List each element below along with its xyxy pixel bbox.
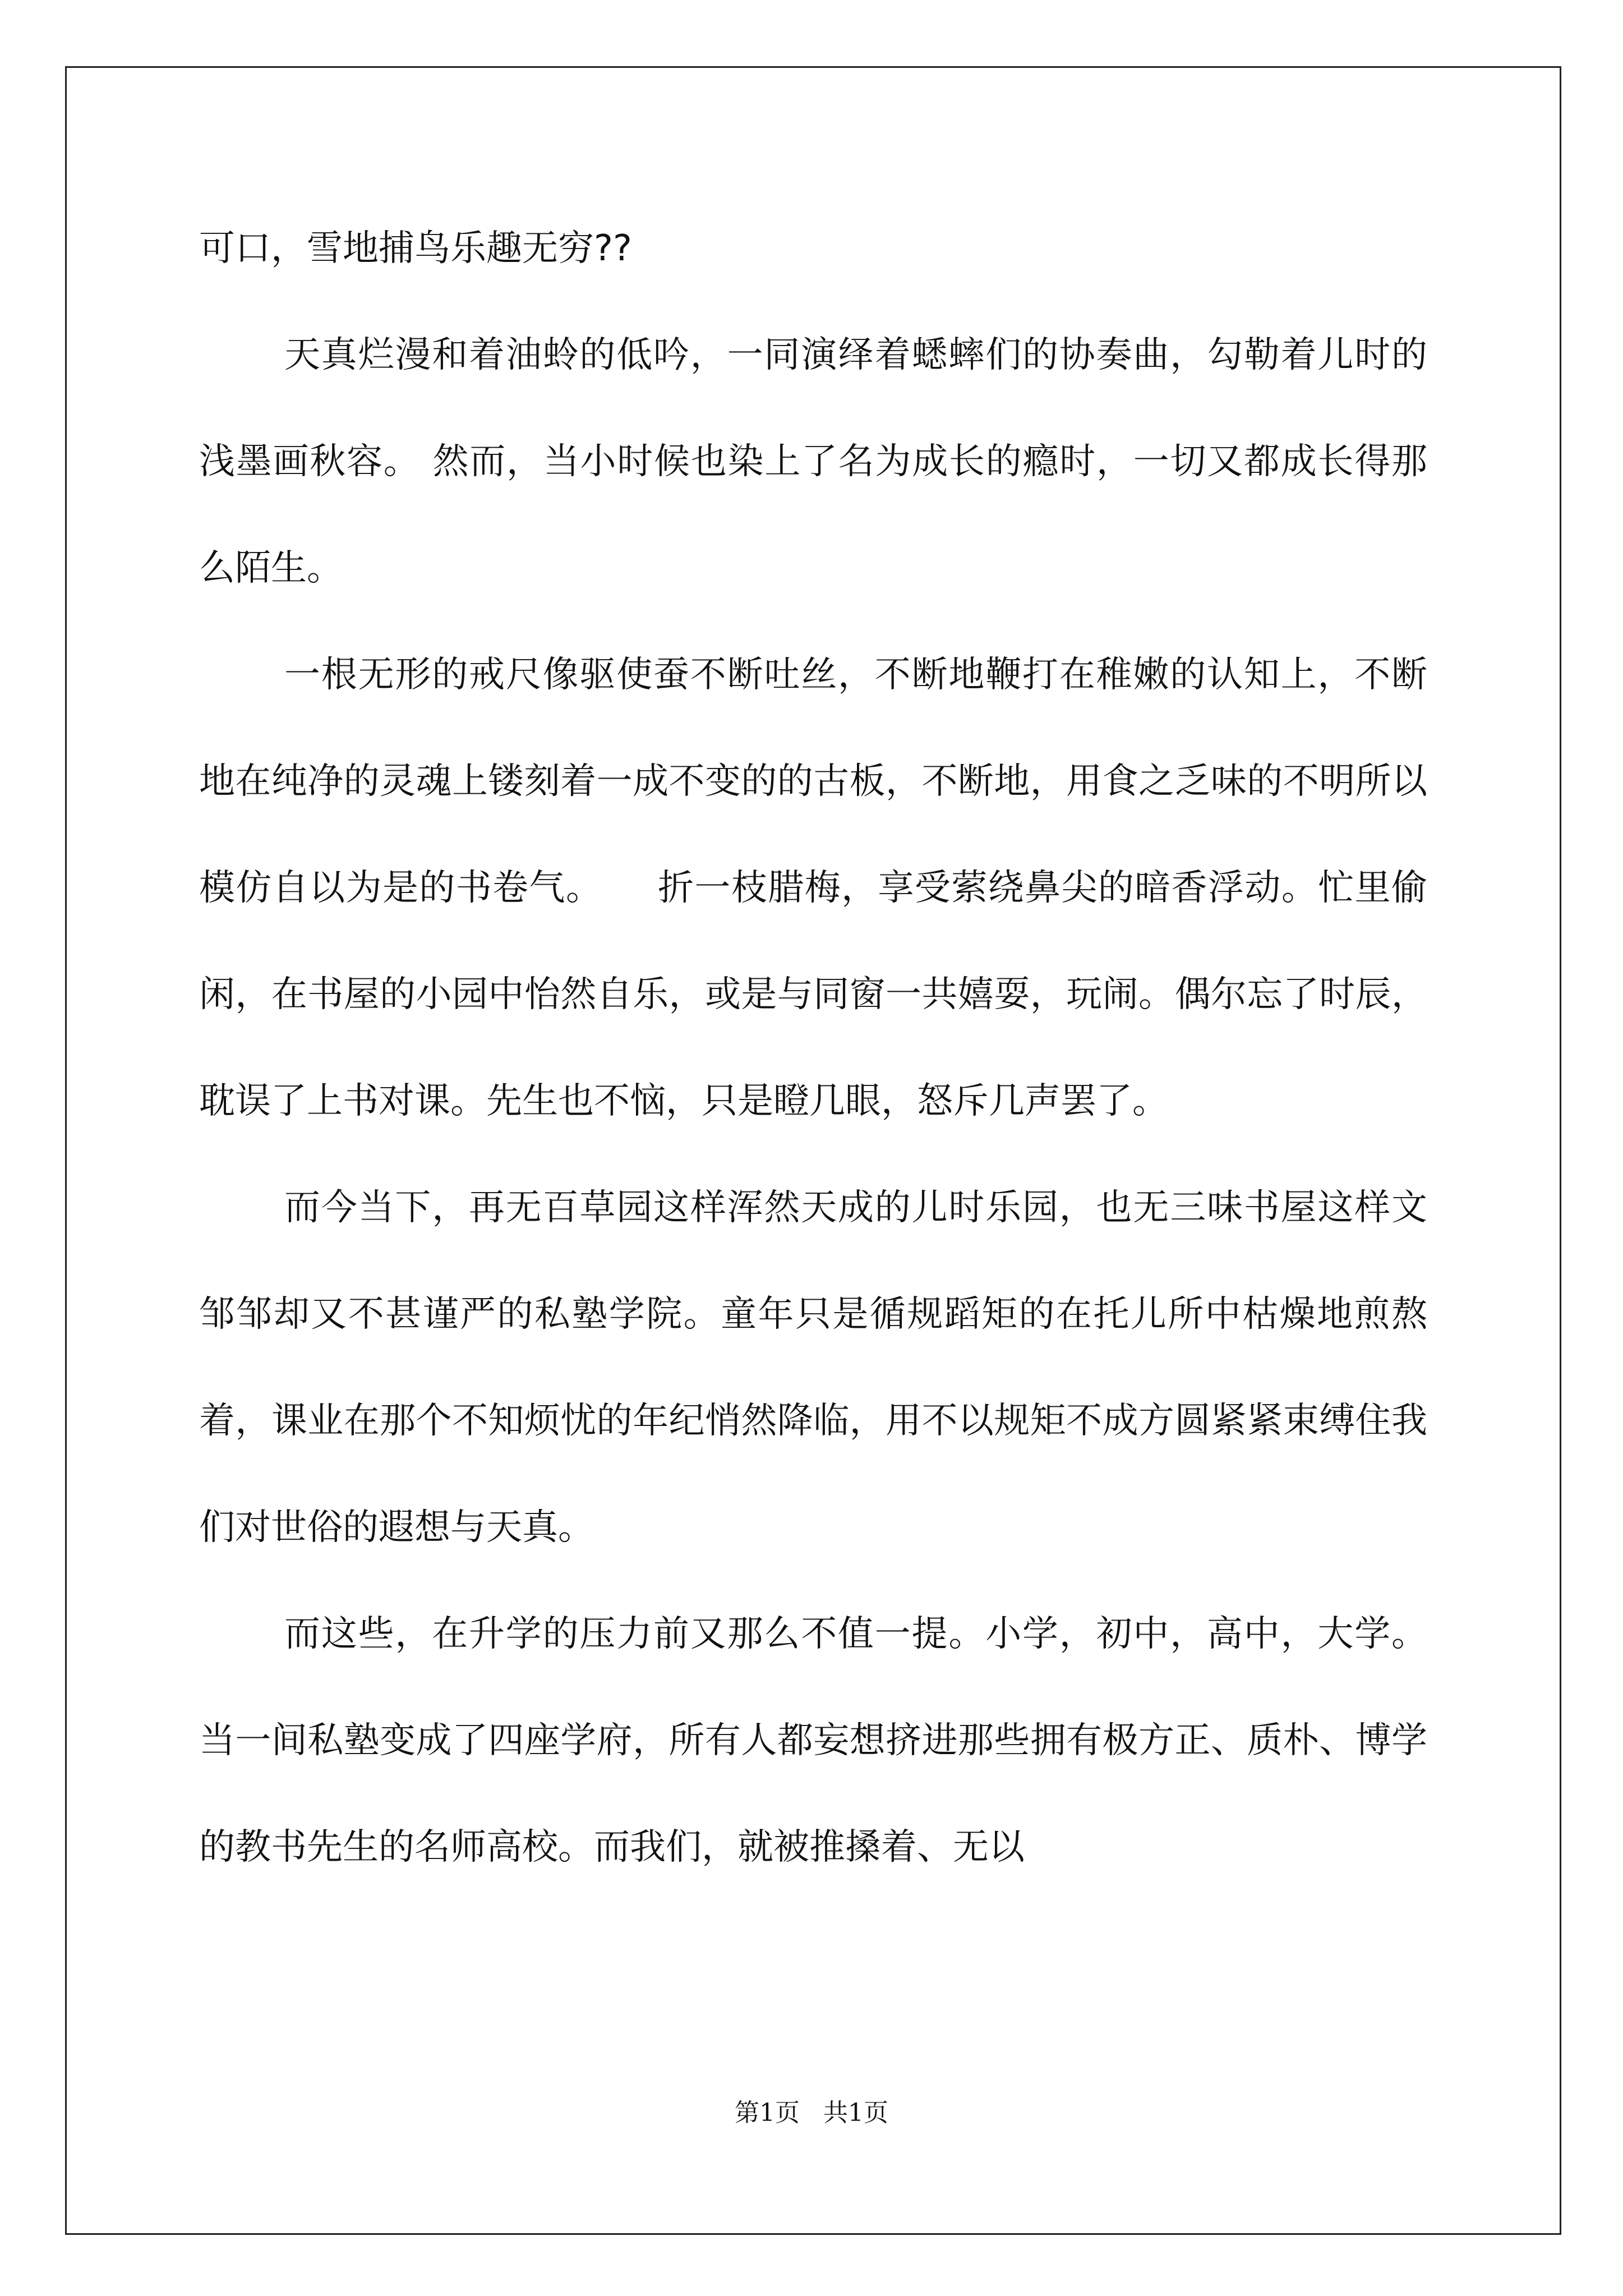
page-footer [0, 2092, 1623, 2128]
page-total: 共1页 [823, 2099, 888, 2127]
document-body [199, 195, 1427, 1901]
paragraph: 一根无形的戒尺像驱使蚕不断吐丝，不断地鞭打在稚嫩的认知上，不断地在纯净的灵魂上镂刻着一成不变的的古板，不断地，用食之乏味的不明所以模仿自以为是的书卷气。 折一枝腊梅，享受萦绕鼻尖的暗香浮动。忙里偷闲，在书屋的小园中怡然自乐，或是与同窗一共嬉耍，玩闹。偶尔忘了时辰，耽误了上书对课。先生也不恼，只是瞪几眼，怒斥几声罢了。 [199, 654, 1427, 1122]
paragraph: 而这些，在升学的压力前又那么不值一提。小学，初中，高中，大学。当一间私塾变成了四座学府，所有人都妄想挤进那些拥有极方正、质朴、博学的教书先生的名师高校。而我们，就被推搡着、无以 [199, 1613, 1427, 1868]
page-number: 第1页 [735, 2099, 800, 2127]
paragraph: 可口，雪地捕鸟乐趣无穷?? [199, 228, 632, 269]
paragraph: 天真烂漫和着油蛉的低吟，一同演绎着蟋蟀们的协奏曲，勾勒着儿时的浅墨画秋容。 然而，当小时候也染上了名为成长的瘾时，一切又都成长得那么陌生。 [199, 334, 1427, 589]
paragraph: 而今当下，再无百草园这样浑然天成的儿时乐园，也无三味书屋这样文邹邹却又不甚谨严的私塾学院。童年只是循规蹈矩的在托儿所中枯燥地煎熬着，课业在那个不知烦忧的年纪悄然降临，用不以规矩不成方圆紧紧束缚住我们对世俗的遐想与天真。 [199, 1187, 1427, 1548]
